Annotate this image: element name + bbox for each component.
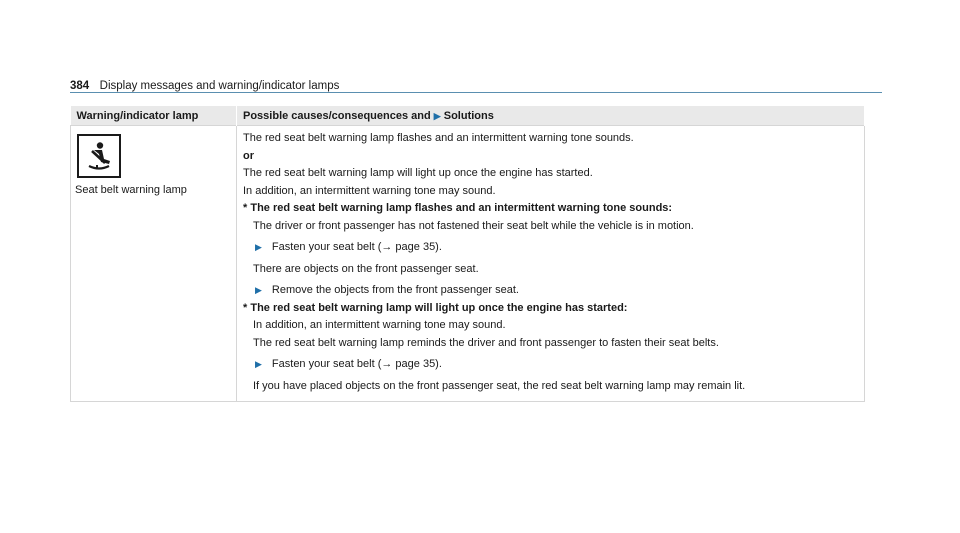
step-text: Fasten your seat belt (→ page 35). [271,358,442,370]
arrow-icon: ▶ [255,359,262,369]
text-line: In addition, an intermittent warning tone may sound. [253,319,506,331]
col-header-text: Possible causes/consequences and [243,109,431,122]
asterisk-marker: * [243,202,248,214]
arrow-icon: ▶ [255,285,262,295]
seat-belt-icon [77,134,121,178]
col-header-solutions [237,106,865,126]
text-line: The driver or front passenger has not fastened their seat belt while the vehicle is in motion. [253,219,694,232]
table-header-row [71,106,865,126]
page-header [70,76,882,92]
step-text: Fasten your seat belt (→ page 35). [271,241,442,253]
page-number: 384 [70,80,90,92]
text-line-or: or [243,149,254,162]
section-heading [243,300,858,318]
page-title: Display messages and warning/indicator lamps [99,80,340,92]
col-header-lamp: Warning/indicator lamp [71,106,237,126]
section-heading [243,200,858,218]
step-text: Remove the objects from the front passenger seat. [271,284,519,296]
arrow-icon: ▶ [433,110,441,121]
action-step [243,239,858,257]
text-line: There are objects on the front passenger seat. [253,262,479,275]
section-heading-text: The red seat belt warning lamp flashes and an intermittent warning tone sounds: [250,202,673,214]
text-line: The red seat belt warning lamp will light up once the engine has started. [243,167,593,179]
col-header-solutions-label: Solutions [443,109,494,122]
table-row [71,126,865,402]
text-line: The red seat belt warning lamp reminds the driver and front passenger to fasten their seat belts. [253,336,719,349]
lamp-cell [71,126,237,402]
asterisk-marker: * [243,301,248,314]
text-line: In addition, an intermittent warning tone may sound. [243,184,496,197]
action-step [243,356,858,374]
solutions-cell [237,126,865,402]
lamp-label: Seat belt warning lamp [75,184,187,196]
section-heading-text: The red seat belt warning lamp will light up once the engine has started: [250,301,628,314]
text-line: If you have placed objects on the front passenger seat, the red seat belt warning lamp may remain lit. [253,379,746,392]
warning-lamp-table [70,106,865,402]
action-step [243,282,858,300]
arrow-icon: ▶ [255,242,262,252]
header-divider [70,92,882,93]
text-line: The red seat belt warning lamp flashes and an intermittent warning tone sounds. [243,132,634,144]
